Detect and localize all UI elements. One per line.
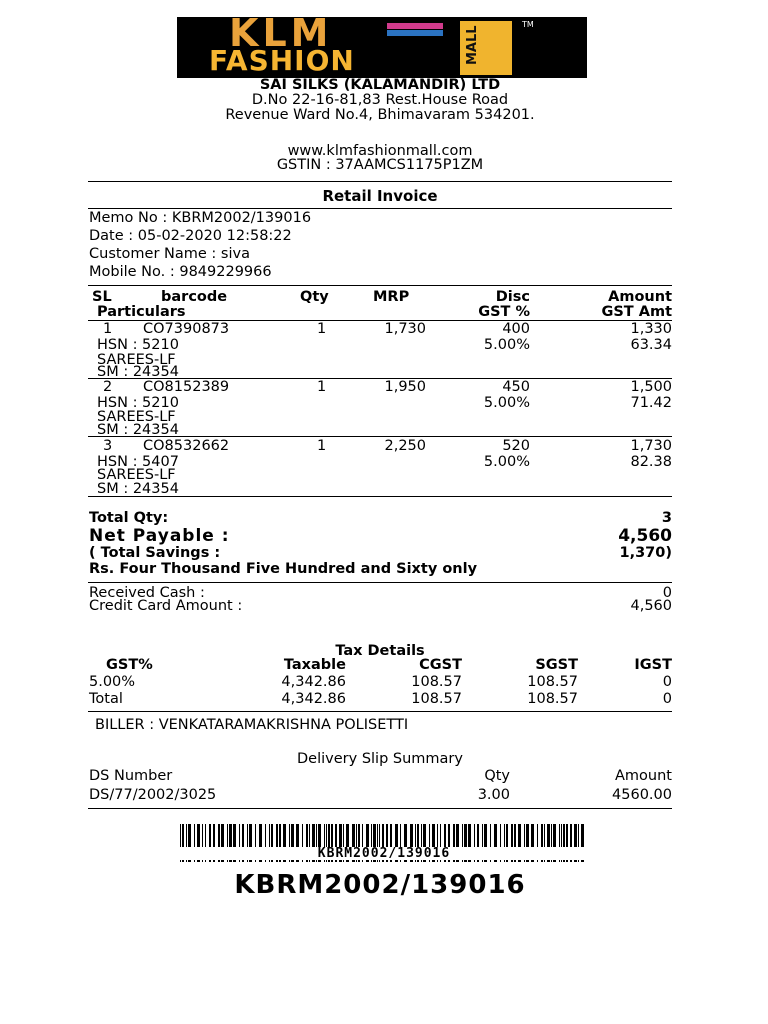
- col-header-disc: Disc: [495, 289, 530, 305]
- ds-header-qty: Qty: [484, 768, 510, 784]
- store-gstin: GSTIN : 37AAMCS1175P1ZM: [276, 157, 484, 173]
- store-name: SAI SILKS (KALAMANDIR) LTD: [259, 77, 501, 93]
- tax-details-title: Tax Details: [335, 643, 425, 659]
- item-description: SAREES-LF: [97, 467, 176, 483]
- tax-cell: 0: [662, 674, 672, 690]
- total-savings-label: ( Total Savings :: [89, 545, 221, 561]
- item-gst-amt: 71.42: [630, 395, 672, 411]
- tax-header-taxable: Taxable: [283, 657, 346, 673]
- item-description: SAREES-LF: [97, 409, 176, 425]
- col-header-mrp: MRP: [373, 289, 410, 305]
- memo-number: Memo No : KBRM2002/139016: [89, 210, 312, 226]
- col-header-sl: SL: [92, 289, 112, 305]
- tax-header-cgst: CGST: [419, 657, 462, 673]
- item-hsn: HSN : 5210: [97, 337, 179, 353]
- ds-header-amount: Amount: [615, 768, 672, 784]
- memo-number-large: KBRM2002/139016: [234, 870, 526, 900]
- received-cash-label: Received Cash :: [89, 585, 205, 601]
- item-disc: 520: [502, 438, 530, 454]
- item-sl: 2: [103, 379, 113, 395]
- net-payable-value: 4,560: [618, 526, 672, 546]
- divider: [88, 436, 672, 437]
- store-address-line2: Revenue Ward No.4, Bhimavaram 534201.: [225, 107, 535, 123]
- item-sl: 1: [103, 321, 113, 337]
- item-gst-pct: 5.00%: [483, 337, 530, 353]
- tax-cell: 108.57: [411, 674, 462, 690]
- tax-cell: 108.57: [411, 691, 462, 707]
- customer-name: Customer Name : siva: [89, 246, 250, 262]
- ds-number: DS/77/2002/3025: [89, 787, 217, 803]
- divider: [88, 285, 672, 286]
- tax-header-igst: IGST: [634, 657, 672, 673]
- tax-cell: 108.57: [527, 691, 578, 707]
- tax-cell: 4,342.86: [281, 691, 346, 707]
- ds-amount: 4560.00: [612, 787, 672, 803]
- tax-cell: 0: [662, 691, 672, 707]
- logo-accent-pink: [387, 23, 443, 29]
- item-gst-pct: 5.00%: [483, 454, 530, 470]
- col-header-qty: Qty: [300, 289, 329, 305]
- divider: [88, 181, 672, 182]
- logo-accent-blue: [387, 30, 443, 36]
- tax-header-sgst: SGST: [535, 657, 578, 673]
- item-amount: 1,730: [630, 438, 672, 454]
- divider: [88, 208, 672, 209]
- divider: [88, 496, 672, 497]
- net-payable-label: Net Payable :: [89, 526, 230, 546]
- col-header-gst-pct: GST %: [478, 304, 530, 320]
- store-logo: [177, 17, 587, 78]
- store-website: www.klmfashionmall.com: [287, 143, 473, 159]
- ds-header-number: DS Number: [89, 768, 173, 784]
- ds-qty: 3.00: [477, 787, 510, 803]
- item-sm: SM : 24354: [97, 422, 179, 438]
- item-gst-amt: 63.34: [630, 337, 672, 353]
- item-sm: SM : 24354: [97, 481, 179, 497]
- item-sm: SM : 24354: [97, 364, 179, 380]
- total-qty-label: Total Qty:: [89, 510, 169, 526]
- item-qty: 1: [317, 438, 327, 454]
- item-amount: 1,330: [630, 321, 672, 337]
- item-disc: 450: [502, 379, 530, 395]
- item-gst-pct: 5.00%: [483, 395, 530, 411]
- credit-card-label: Credit Card Amount :: [89, 598, 243, 614]
- biller-name: BILLER : VENKATARAMAKRISHNA POLISETTI: [95, 717, 409, 733]
- item-description: SAREES-LF: [97, 352, 176, 368]
- item-amount: 1,500: [630, 379, 672, 395]
- logo-fashion-text: FASHION: [209, 44, 355, 77]
- item-barcode: CO8152389: [143, 379, 230, 395]
- delivery-slip-title: Delivery Slip Summary: [297, 751, 463, 767]
- col-header-particulars: Particulars: [97, 304, 186, 320]
- credit-card-value: 4,560: [630, 598, 672, 614]
- logo-tm-text: TM: [522, 20, 534, 29]
- item-qty: 1: [317, 379, 327, 395]
- item-barcode: CO7390873: [143, 321, 230, 337]
- invoice-title: Retail Invoice: [322, 187, 438, 205]
- logo-mall-text: MALL: [465, 25, 480, 65]
- item-mrp: 2,250: [384, 438, 426, 454]
- item-sl: 3: [103, 438, 113, 454]
- amount-in-words: Rs. Four Thousand Five Hundred and Sixty only: [89, 561, 478, 577]
- col-header-amount: Amount: [608, 289, 672, 305]
- item-mrp: 1,730: [384, 321, 426, 337]
- item-hsn: HSN : 5407: [97, 454, 179, 470]
- item-gst-amt: 82.38: [630, 454, 672, 470]
- col-header-barcode: barcode: [161, 289, 228, 305]
- col-header-gst-amt: GST Amt: [601, 304, 672, 320]
- item-qty: 1: [317, 321, 327, 337]
- total-savings-value: 1,370): [619, 545, 672, 561]
- item-disc: 400: [502, 321, 530, 337]
- item-mrp: 1,950: [384, 379, 426, 395]
- total-qty-value: 3: [661, 510, 672, 526]
- store-address-line1: D.No 22-16-81,83 Rest.House Road: [251, 92, 509, 108]
- logo-klm-text: KLM: [229, 17, 333, 55]
- item-hsn: HSN : 5210: [97, 395, 179, 411]
- mobile-number: Mobile No. : 9849229966: [89, 264, 272, 280]
- divider: [88, 711, 672, 712]
- tax-cell: 5.00%: [89, 674, 136, 690]
- divider: [88, 582, 672, 583]
- invoice-date: Date : 05-02-2020 12:58:22: [89, 228, 292, 244]
- tax-header-gst: GST%: [106, 657, 153, 673]
- tax-cell: 4,342.86: [281, 674, 346, 690]
- tax-cell: Total: [89, 691, 123, 707]
- tax-cell: 108.57: [527, 674, 578, 690]
- barcode-human-readable: KBRM2002/139016: [178, 847, 590, 860]
- item-barcode: CO8532662: [143, 438, 230, 454]
- divider: [88, 808, 672, 809]
- received-cash-value: 0: [662, 585, 672, 601]
